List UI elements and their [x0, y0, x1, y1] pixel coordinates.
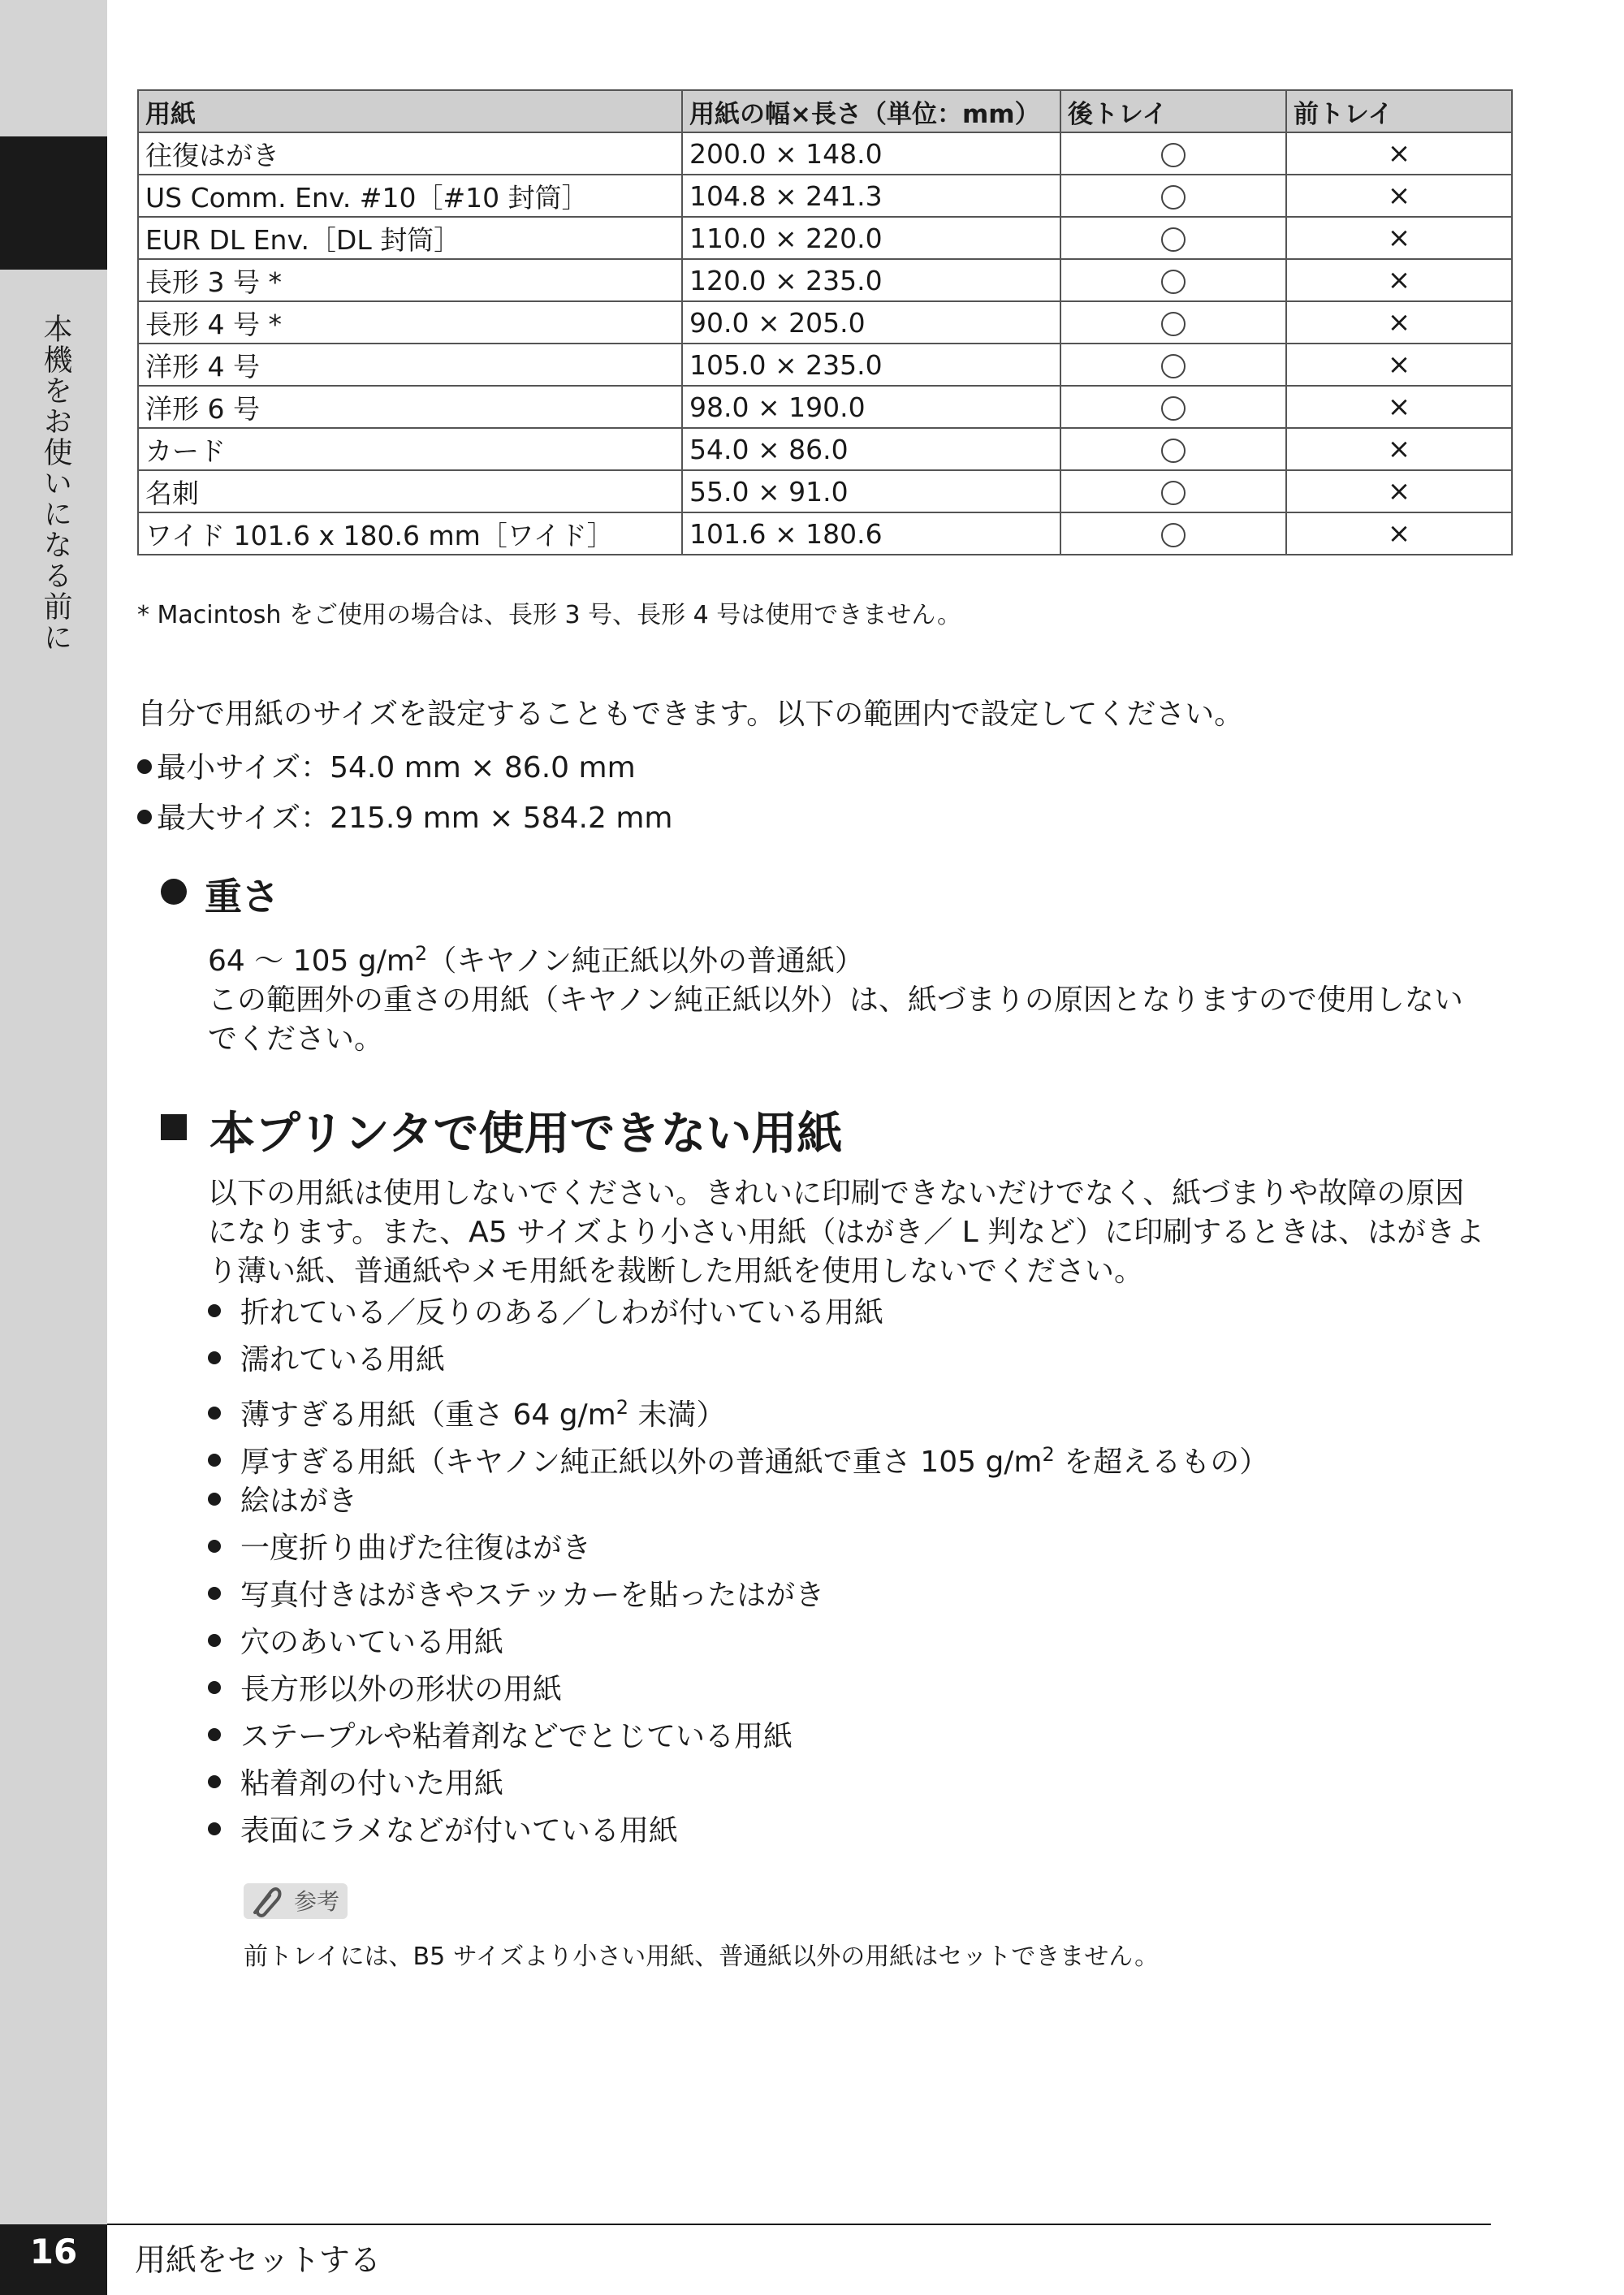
unsupported-cross-icon: × — [1387, 475, 1411, 508]
paper-size-cell: 90.0 × 205.0 — [682, 301, 1060, 344]
unsupported-cross-icon: × — [1387, 517, 1411, 550]
bullet-icon — [208, 1634, 221, 1647]
table-footnote: * Macintosh をご使用の場合は、長形 3 号、長形 4 号は使用できません。 — [137, 601, 962, 629]
unusable-intro: 以下の用紙は使用しないでください。きれいに印刷できないだけでなく、紙づまりや故障の原因になります。また、A5 サイズより小さい用紙（はがき／ L 判など）に印刷するときは、はがきより薄い紙、普通紙やメモ用紙を裁断した用紙を使用しないでください。 — [208, 1177, 1485, 1288]
paper-name-cell: EUR DL Env.［DL 封筒］ — [138, 217, 682, 259]
custom-size-intro: 自分で用紙のサイズを設定することもできます。以下の範囲内で設定してください。 — [137, 698, 1244, 731]
unsupported-cross-icon: × — [1387, 222, 1411, 254]
bullet-icon — [208, 1587, 221, 1600]
table-row — [138, 175, 1512, 217]
section-bullet-icon — [161, 879, 187, 905]
list-item: ステープルや粘着剤などでとじている用紙 — [208, 1714, 1268, 1761]
weight-warning: この範囲外の重さの用紙（キヤノン純正紙以外）は、紙づまりの原因となりますので使用しないでください。 — [208, 983, 1463, 1056]
bullet-icon — [208, 1775, 221, 1788]
list-item: 厚すぎる用紙（キヤノン純正紙以外の普通紙で重さ 105 $g/m^2$ を超えるもの） — [208, 1431, 1268, 1478]
bullet-icon — [137, 810, 152, 824]
list-item: 穴のあいている用紙 — [208, 1619, 1268, 1666]
table-row — [138, 301, 1512, 344]
header-rear-tray: 後トレイ — [1060, 90, 1286, 132]
chapter-title: 本機をお使いになる前に — [39, 313, 72, 653]
unsupported-cross-icon: × — [1387, 306, 1411, 339]
paper-size-cell: 55.0 × 91.0 — [682, 470, 1060, 512]
front-tray-cell — [1286, 217, 1512, 259]
table-row — [138, 217, 1512, 259]
paper-size-cell: 98.0 × 190.0 — [682, 386, 1060, 428]
supported-circle-icon — [1161, 270, 1186, 294]
bullet-icon — [208, 1493, 221, 1506]
bullet-icon — [208, 1822, 221, 1835]
front-tray-cell — [1286, 344, 1512, 386]
paper-name-cell: 長形 4 号 * — [138, 301, 682, 344]
front-tray-cell — [1286, 512, 1512, 555]
paper-name-cell: 名刺 — [138, 470, 682, 512]
table-row — [138, 259, 1512, 301]
table-row — [138, 470, 1512, 512]
unusable-list — [208, 1290, 1268, 1855]
custom-size-min: 最小サイズ：54.0 mm × 86.0 mm — [137, 749, 636, 788]
bullet-icon — [208, 1454, 221, 1467]
rear-tray-cell — [1060, 217, 1286, 259]
rear-tray-cell — [1060, 512, 1286, 555]
reference-text: 前トレイには、B5 サイズより小さい用紙、普通紙以外の用紙はセットできません。 — [244, 1943, 1160, 1971]
supported-circle-icon — [1161, 354, 1186, 378]
page-number: 16 — [29, 2232, 78, 2271]
rear-tray-cell — [1060, 301, 1286, 344]
paper-size-table — [137, 89, 1513, 555]
front-tray-cell — [1286, 132, 1512, 175]
paper-size-cell: 120.0 × 235.0 — [682, 259, 1060, 301]
side-tab-marker — [0, 136, 107, 270]
unsupported-cross-icon: × — [1387, 391, 1411, 423]
list-item: 一度折り曲げた往復はがき — [208, 1525, 1268, 1572]
list-item: 折れている／反りのある／しわが付いている用紙 — [208, 1290, 1268, 1337]
front-tray-cell — [1286, 301, 1512, 344]
bullet-icon — [208, 1407, 221, 1420]
list-item: 濡れている用紙 — [208, 1337, 1268, 1384]
footer-section-title: 用紙をセットする — [135, 2242, 381, 2278]
table-row — [138, 428, 1512, 470]
paper-size-cell: 105.0 × 235.0 — [682, 344, 1060, 386]
paper-name-cell: US Comm. Env. #10［#10 封筒］ — [138, 175, 682, 217]
front-tray-cell — [1286, 428, 1512, 470]
paper-name-cell: 洋形 4 号 — [138, 344, 682, 386]
table-row — [138, 132, 1512, 175]
reference-icon — [244, 1880, 348, 1922]
supported-circle-icon — [1161, 481, 1186, 505]
front-tray-cell — [1286, 259, 1512, 301]
footer-rule — [107, 2224, 1491, 2225]
table-row — [138, 386, 1512, 428]
paper-name-cell: ワイド 101.6 x 180.6 mm［ワイド］ — [138, 512, 682, 555]
section-square-icon — [161, 1114, 187, 1140]
list-item: 表面にラメなどが付いている用紙 — [208, 1808, 1268, 1855]
unsupported-cross-icon: × — [1387, 348, 1411, 381]
paper-size-cell: 110.0 × 220.0 — [682, 217, 1060, 259]
bullet-icon — [208, 1351, 221, 1364]
bullet-icon — [208, 1681, 221, 1694]
paper-name-cell: 往復はがき — [138, 132, 682, 175]
paper-size-cell: 54.0 × 86.0 — [682, 428, 1060, 470]
header-front-tray: 前トレイ — [1286, 90, 1512, 132]
header-size: 用紙の幅×長さ（単位：mm） — [682, 90, 1060, 132]
supported-circle-icon — [1161, 396, 1186, 421]
weight-heading: 重さ — [205, 875, 279, 918]
list-item: 絵はがき — [208, 1478, 1268, 1525]
rear-tray-cell — [1060, 386, 1286, 428]
rear-tray-cell — [1060, 132, 1286, 175]
rear-tray-cell — [1060, 344, 1286, 386]
bullet-icon — [208, 1728, 221, 1741]
header-paper: 用紙 — [138, 90, 682, 132]
front-tray-cell — [1286, 470, 1512, 512]
paper-size-cell: 200.0 × 148.0 — [682, 132, 1060, 175]
list-item: 写真付きはがきやステッカーを貼ったはがき — [208, 1572, 1268, 1619]
front-tray-cell — [1286, 386, 1512, 428]
front-tray-cell — [1286, 175, 1512, 217]
bullet-icon — [208, 1304, 221, 1317]
rear-tray-cell — [1060, 175, 1286, 217]
paper-name-cell: 洋形 6 号 — [138, 386, 682, 428]
supported-circle-icon — [1161, 312, 1186, 336]
rear-tray-cell — [1060, 259, 1286, 301]
weight-range: 64 ～ 105 $g/m^2$（キヤノン純正紙以外の普通紙） — [208, 942, 865, 978]
bullet-icon — [137, 759, 152, 774]
unsupported-cross-icon: × — [1387, 137, 1411, 170]
unusable-heading: 本プリンタで使用できない用紙 — [209, 1108, 843, 1160]
table-row — [138, 344, 1512, 386]
list-item: 長方形以外の形状の用紙 — [208, 1666, 1268, 1714]
supported-circle-icon — [1161, 143, 1186, 167]
rear-tray-cell — [1060, 470, 1286, 512]
supported-circle-icon — [1161, 185, 1186, 210]
table-row — [138, 512, 1512, 555]
supported-circle-icon — [1161, 523, 1186, 547]
paper-size-cell: 104.8 × 241.3 — [682, 175, 1060, 217]
unsupported-cross-icon: × — [1387, 179, 1411, 212]
supported-circle-icon — [1161, 439, 1186, 463]
unsupported-cross-icon: × — [1387, 264, 1411, 296]
list-item: 薄すぎる用紙（重さ 64 $g/m^2$ 未満） — [208, 1384, 1268, 1431]
unsupported-cross-icon: × — [1387, 433, 1411, 465]
supported-circle-icon — [1161, 227, 1186, 252]
rear-tray-cell — [1060, 428, 1286, 470]
bullet-icon — [208, 1540, 221, 1553]
paper-name-cell: カード — [138, 428, 682, 470]
paper-name-cell: 長形 3 号 * — [138, 259, 682, 301]
reference-label: 参考 — [294, 1888, 340, 1915]
custom-size-max: 最大サイズ：215.9 mm × 584.2 mm — [137, 799, 672, 838]
paper-size-cell: 101.6 × 180.6 — [682, 512, 1060, 555]
table-header-row — [138, 90, 1512, 132]
list-item: 粘着剤の付いた用紙 — [208, 1761, 1268, 1808]
